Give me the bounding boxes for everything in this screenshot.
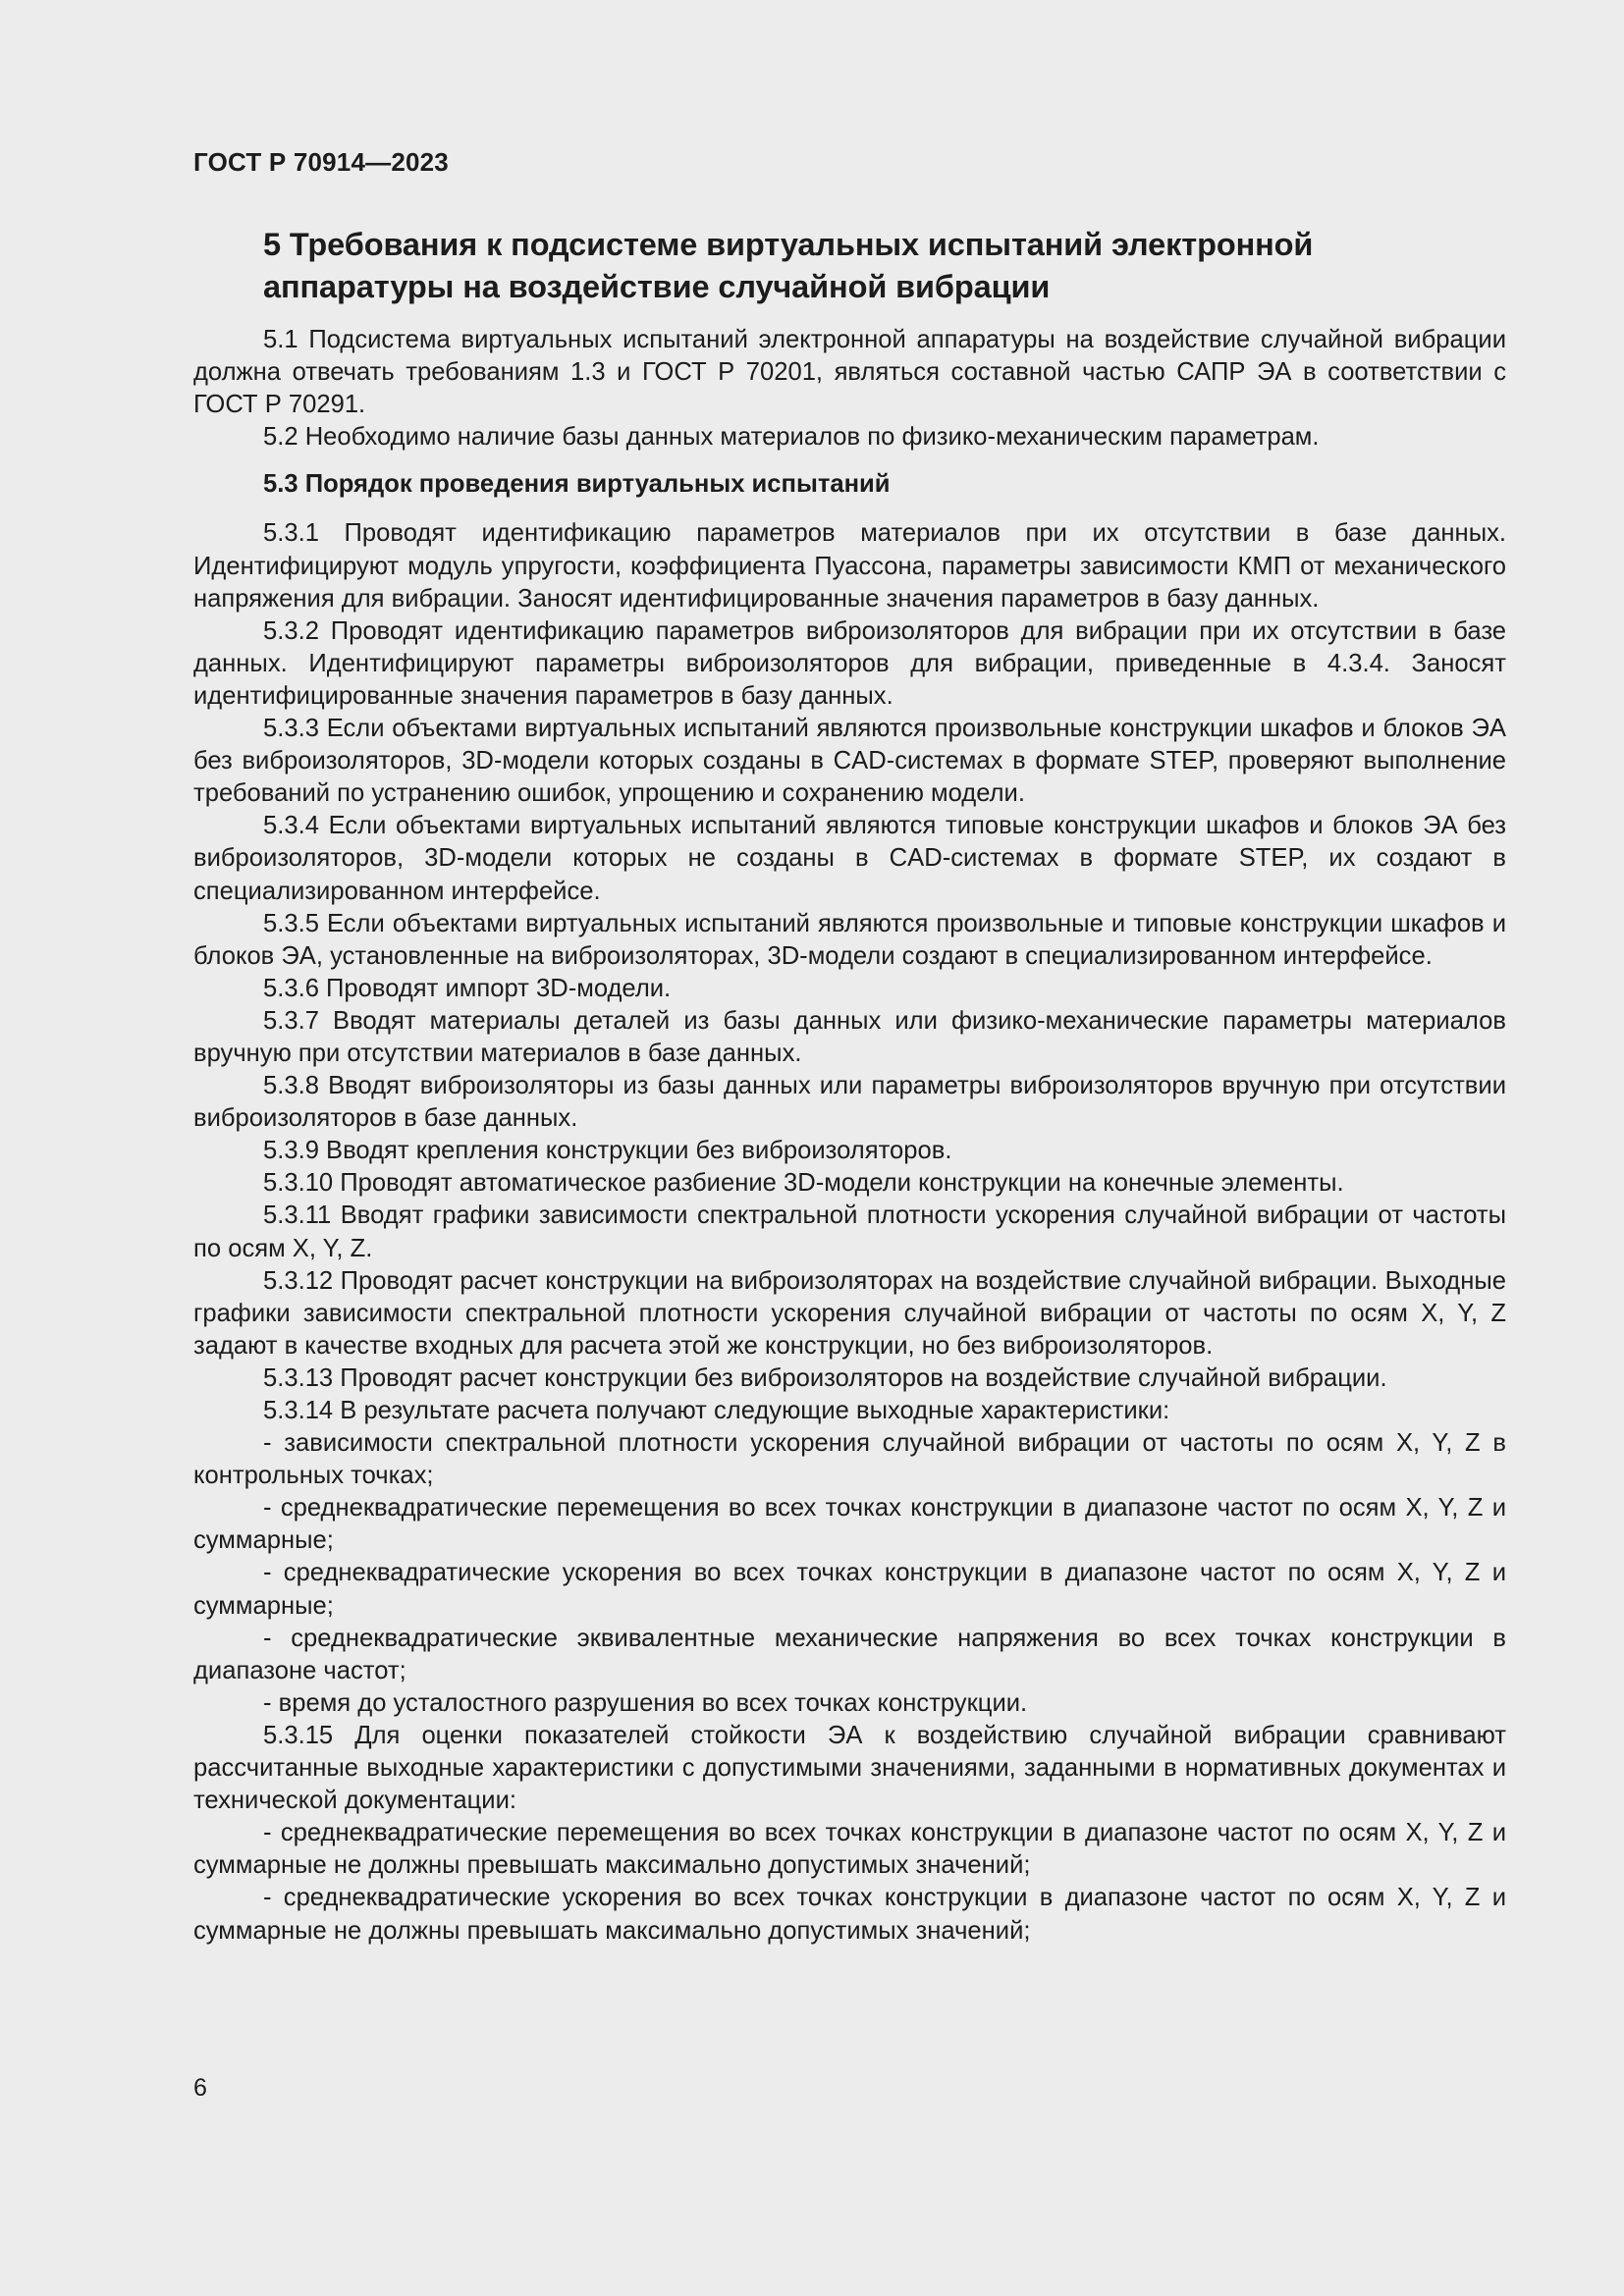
step-5-3-7: 5.3.7 Вводят материалы деталей из базы данных или физико-механические параметры материалов вручную при отсутствии материалов в базе данных. — [193, 1006, 1506, 1067]
step-5-3-1: 5.3.1 Проводят идентификацию параметров материалов при их отсутствии в базе данных. Идентифицируют модуль упругости, коэффициента Пуассона, параметры зависимости КМП от механического напряжения для вибрации. Заносят идентифицированные значения параметров в базу данных. — [193, 519, 1506, 613]
step-5-3-11: 5.3.11 Вводят графики зависимости спектральной плотности ускорения случайной вибрации от частоты по осям X, Y, Z. — [193, 1201, 1506, 1262]
list-item: - среднеквадратические перемещения во всех точках конструкции в диапазоне частот по осям X, Y, Z и суммарные не должны превышать максимально допустимых значений; — [193, 1819, 1506, 1880]
list-item: - среднеквадратические эквивалентные механические напряжения во всех точках конструкции в диапазоне частот; — [193, 1624, 1506, 1684]
paragraph-5-2: 5.2 Необходимо наличие базы данных материалов по физико-механическим параметрам. — [263, 423, 1320, 452]
step-5-3-3: 5.3.3 Если объектами виртуальных испытаний являются произвольные конструкции шкафов и блоков ЭА без виброизоляторов, 3D-модели которых созданы в CAD-системах в формате STEP, проверяют выполнение требований по устранению ошибок, упрощению и сохранению модели. — [193, 715, 1506, 808]
list-item: - зависимости спектральной плотности ускорения случайной вибрации от частоты по осям X, Y, Z в контрольных точках; — [193, 1429, 1506, 1490]
list-item: - время до усталостного разрушения во всех точках конструкции. — [263, 1688, 1028, 1717]
step-5-3-6: 5.3.6 Проводят импорт 3D-модели. — [263, 974, 672, 1002]
paragraph-5-1: 5.1 Подсистема виртуальных испытаний электронной аппаратуры на воздействие случайной вибрации должна отвечать требованиям 1.3 и ГОСТ Р 70201, являться составной частью САПР ЭА в соответствии с ГОСТ Р 70291. — [193, 326, 1506, 419]
step-5-3-14: 5.3.14 В результате расчета получают следующие выходные характеристики: — [263, 1397, 1170, 1424]
step-5-3-5: 5.3.5 Если объектами виртуальных испытаний являются произвольные и типовые конструкции шкафов и блоков ЭА, установленные на виброизоляторах, 3D-модели создают в специализированном интерфейсе. — [193, 909, 1506, 970]
page-number: 6 — [193, 2074, 207, 2102]
step-5-3-9: 5.3.9 Вводят крепления конструкции без виброизоляторов. — [263, 1137, 952, 1165]
subsection-title: 5.3 Порядок проведения виртуальных испытаний — [263, 470, 891, 499]
document-code-header: ГОСТ Р 70914—2023 — [193, 147, 449, 177]
step-5-3-4: 5.3.4 Если объектами виртуальных испытаний являются типовые конструкции шкафов и блоков ЭА без виброизоляторов, 3D-модели которых не созданы в CAD-системах в формате STEP, их создают в специализированном интерфейсе. — [193, 812, 1506, 905]
list-item: - среднеквадратические ускорения во всех точках конструкции в диапазоне частот по осям X, Y, Z и суммарные; — [193, 1559, 1506, 1620]
list-item: - среднеквадратические ускорения во всех точках конструкции в диапазоне частот по осям X, Y, Z и суммарные не должны превышать максимально допустимых значений; — [193, 1884, 1506, 1945]
step-5-3-8: 5.3.8 Вводят виброизоляторы из базы данных или параметры виброизоляторов вручную при отсутствии виброизоляторов в базе данных. — [193, 1072, 1506, 1133]
list-item: - среднеквадратические перемещения во всех точках конструкции в диапазоне частот по осям X, Y, Z и суммарные; — [193, 1494, 1506, 1555]
step-5-3-10: 5.3.10 Проводят автоматическое разбиение 3D-модели конструкции на конечные элементы. — [263, 1169, 1344, 1198]
step-5-3-15: 5.3.15 Для оценки показателей стойкости ЭА к воздействию случайной вибрации сравнивают рассчитанные выходные характеристики с допустимыми значениями, заданными в нормативных документах и технической документации: — [193, 1721, 1506, 1815]
step-5-3-2: 5.3.2 Проводят идентификацию параметров виброизоляторов для вибрации при их отсутствии в базе данных. Идентифицируют параметры виброизоляторов для вибрации, приведенные в 4.3.4. Заносят идентифицированные значения параметров в базу данных. — [193, 616, 1506, 710]
document-body — [193, 324, 1506, 1948]
step-5-3-13: 5.3.13 Проводят расчет конструкции без виброизоляторов на воздействие случайной вибрации. — [263, 1363, 1387, 1392]
step-5-3-12: 5.3.12 Проводят расчет конструкции на виброизоляторах на воздействие случайной вибрации. Выходные графики зависимости спектральной плотности ускорения случайной вибрации от частоты по осям X, Y, Z задают в качестве входных для расчета этой же конструкции, но без виброизоляторов. — [193, 1266, 1506, 1360]
section-title: 5 Требования к подсистеме виртуальных испытаний электронной аппаратуры на воздействие случайной вибрации — [263, 227, 1314, 304]
